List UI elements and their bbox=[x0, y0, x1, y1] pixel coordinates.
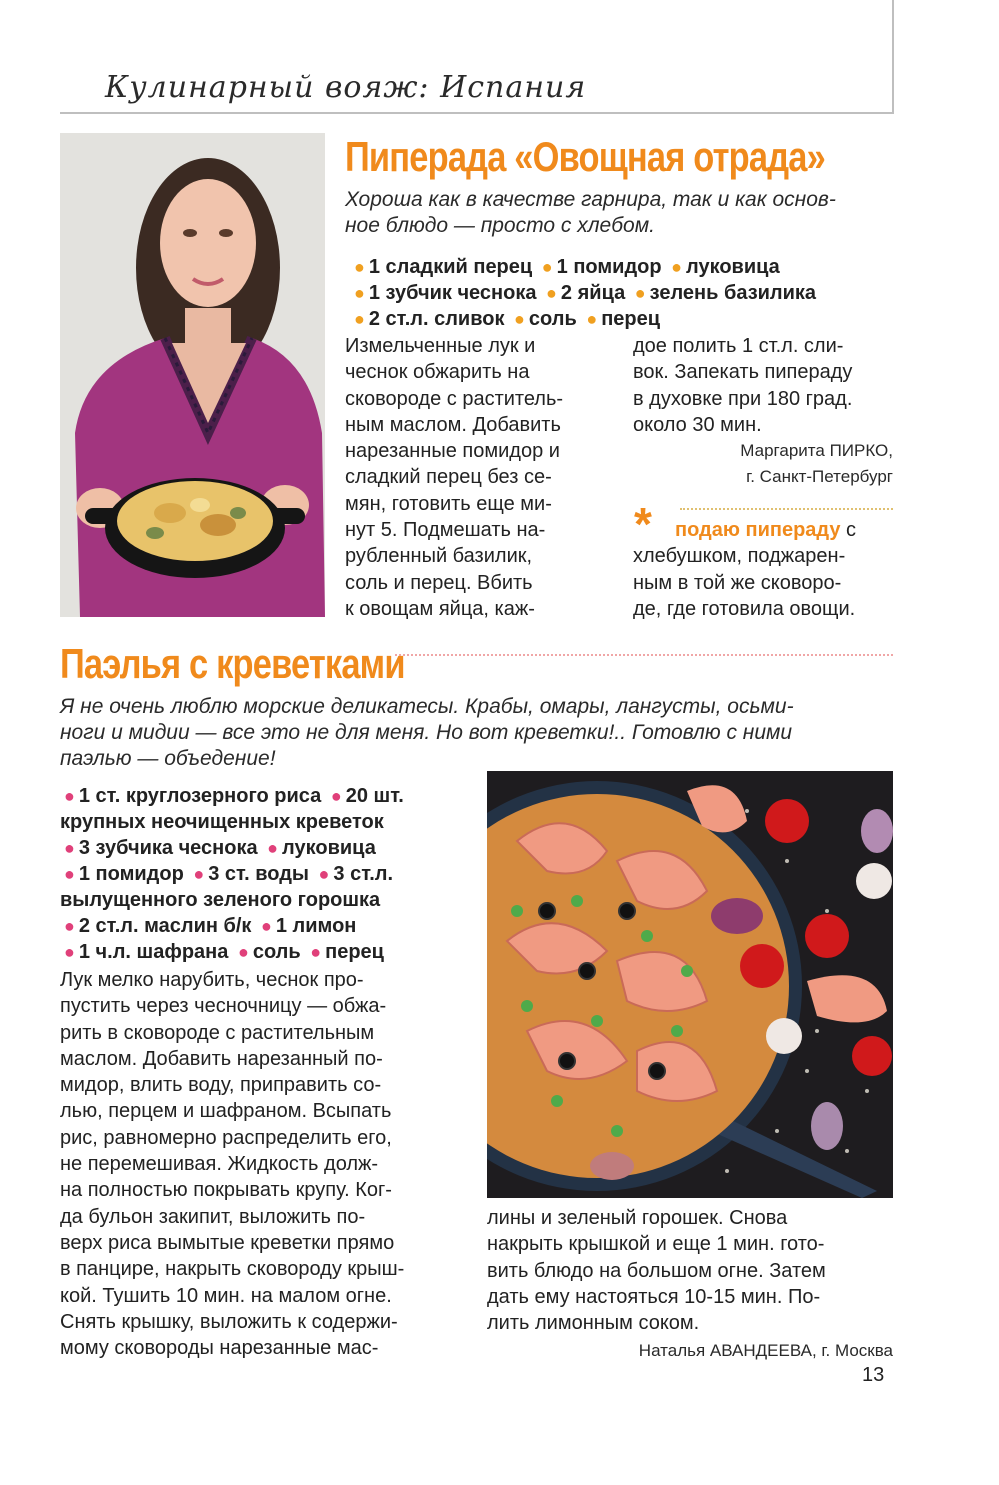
author-paella: Наталья АВАНДЕЕВА, г. Москва bbox=[638, 1341, 893, 1360]
bullet-dot: ● bbox=[267, 838, 279, 858]
tip-separator bbox=[680, 508, 893, 510]
ingredients-list-piperade bbox=[350, 254, 816, 332]
section-title: Кулинарный вояж: Испания bbox=[105, 70, 587, 105]
author-piperade: Маргарита ПИРКО, г. Санкт-Петербург bbox=[740, 441, 893, 486]
page-number: 13 bbox=[862, 1364, 885, 1386]
bullet-dot: ● bbox=[330, 786, 342, 806]
bullet-dot: ● bbox=[237, 942, 249, 962]
bullet-dot: ● bbox=[514, 309, 525, 329]
ingredient-line: ● 2 ст.л. сливок ● соль ● перец bbox=[354, 308, 661, 330]
ingredient-line: вылущенного зеленого горошка bbox=[60, 889, 381, 911]
woman-photo bbox=[60, 133, 325, 617]
bullet-dot: ● bbox=[354, 283, 365, 303]
bullet-dot: ● bbox=[318, 864, 330, 884]
bullet-dot: ● bbox=[310, 942, 322, 962]
recipe-intro-piperade: Хороша как в качестве гарнира, так и как основ- ное блюдо — просто с хлебом. bbox=[345, 188, 836, 237]
recipe-text-col1-piperade: Измельченные лук и чеснок обжарить на сковороде с раститель- ным маслом. Добавить нарезанные помидор и сладкий перец без се- мян, готовить еще ми- нут 5. Подмешать на- рубленный базилик, соль и перец. Вбить к овощам яйца, каж- bbox=[345, 335, 564, 620]
tip-text: подаю пипераду с хлебушком, поджарен- ным в той же сковоро- де, где готовила овощи. bbox=[633, 519, 857, 620]
bullet-dot: ● bbox=[64, 838, 75, 858]
ingredient-line: ● 1 ст. круглозерного риса ● 20 шт. bbox=[64, 785, 404, 807]
ingredient-line: крупных неочищенных креветок bbox=[60, 811, 384, 833]
paella-photo bbox=[487, 771, 893, 1198]
recipe-title-paella: Паэлья с креветками bbox=[60, 640, 405, 687]
bullet-dot: ● bbox=[193, 864, 205, 884]
recipe-text-col2-piperade: дое полить 1 ст.л. сли- вок. Запекать пипераду в духовке при 180 град. около 30 мин. bbox=[633, 335, 853, 436]
bullet-dot: ● bbox=[64, 942, 75, 962]
recipe-text-col1-paella: Лук мелко нарубить, чеснок про- пустить через чесночницу — обжа- рить в сковороде с растительным маслом. Добавить нарезанный по- мидор, влить воду, приправить со- лью, перцем и шафраном. Всыпать рис, равномерно распределить его, не перемешивая. Жидкость долж- на полностью покрывать крупу. Ког- да бульон закипит, выложить по- верх риса вымытые креветки прямо в панцире, накрыть сковороду крыш- кой. Тушить 10 мин. на малом огне. Снять крышку, выложить к содержи- мому сковороды нарезанные мас- bbox=[60, 969, 405, 1360]
ingredients-list-paella bbox=[60, 783, 480, 965]
bullet-dot: ● bbox=[261, 916, 272, 936]
bullet-dot: ● bbox=[64, 786, 75, 806]
bullet-dot: ● bbox=[634, 283, 646, 303]
bullet-dot: ● bbox=[354, 257, 365, 277]
tip-star-icon: * bbox=[634, 498, 652, 550]
bullet-dot: ● bbox=[64, 916, 75, 936]
ingredient-line: ● 2 ст.л. маслин б/к ● 1 лимон bbox=[64, 915, 357, 937]
ingredient-line: ● 1 помидор ● 3 ст. воды ● 3 ст.л. bbox=[64, 863, 394, 885]
bullet-dot: ● bbox=[541, 257, 553, 277]
recipe-intro-paella: Я не очень люблю морские деликатесы. Крабы, омары, лангусты, осьми- ноги и мидии — все это не для меня. Но вот креветки!.. Готовлю с ними паэлью — объедение! bbox=[60, 695, 794, 770]
recipe-title-piperade: Пиперада «Овощная отрада» bbox=[345, 133, 825, 180]
bullet-dot: ● bbox=[354, 309, 365, 329]
ingredient-line: ● 1 зубчик чеснока ● 2 яйца ● зелень базилика bbox=[354, 282, 817, 304]
bullet-dot: ● bbox=[586, 309, 598, 329]
ingredient-line: ● 1 ч.л. шафрана ● соль ● перец bbox=[64, 941, 384, 963]
bullet-dot: ● bbox=[671, 257, 683, 277]
title-dotted-separator bbox=[395, 654, 893, 656]
ingredient-line: ● 3 зубчика чеснока ● луковица bbox=[64, 837, 376, 859]
ingredient-line: ● 1 сладкий перец ● 1 помидор ● луковица bbox=[354, 256, 780, 278]
bullet-dot: ● bbox=[64, 864, 75, 884]
bullet-dot: ● bbox=[546, 283, 557, 303]
recipe-text-col2-paella: лины и зеленый горошек. Снова накрыть крышкой и еще 1 мин. гото- вить блюдо на большом огне. Затем дать ему настояться 10-15 мин. По- лить лимонным соком. bbox=[487, 1207, 826, 1335]
